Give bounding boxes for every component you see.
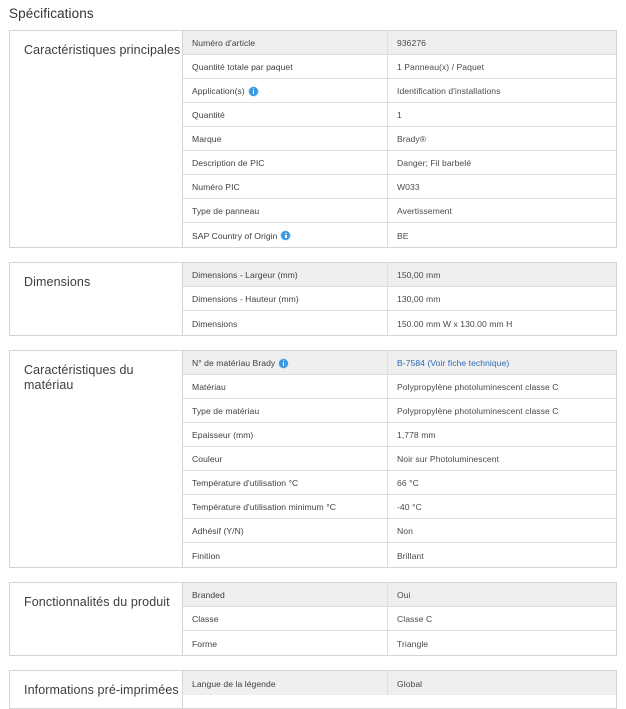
row-label-text: Classe xyxy=(192,614,219,624)
table-row xyxy=(183,151,616,175)
table-row xyxy=(183,199,616,223)
row-value: W033 xyxy=(397,182,420,192)
row-label-text: Couleur xyxy=(192,454,223,464)
row-label-text: Forme xyxy=(192,638,218,649)
row-label xyxy=(183,79,388,102)
info-icon[interactable] xyxy=(249,87,258,96)
table-row xyxy=(183,287,616,311)
section-title-cell xyxy=(10,671,183,708)
row-label xyxy=(183,375,388,398)
row-label-text: Type de panneau xyxy=(192,206,260,216)
table-row xyxy=(183,351,616,375)
table-row xyxy=(183,543,616,567)
row-label-text: Quantité totale par paquet xyxy=(192,62,293,72)
section-title: Caractéristiques du matériau xyxy=(24,363,134,392)
spec-section xyxy=(9,30,617,248)
row-value: 1,778 mm xyxy=(397,430,436,440)
row-label-text: Finition xyxy=(192,550,221,561)
row-label xyxy=(183,151,388,174)
section-title-cell xyxy=(10,583,183,655)
row-value: BE xyxy=(397,230,409,241)
table-row xyxy=(183,127,616,151)
row-label xyxy=(183,127,388,150)
section-title: Dimensions xyxy=(24,275,91,289)
section-title: Caractéristiques principales xyxy=(24,43,181,57)
page-title: Spécifications xyxy=(9,6,94,21)
row-label xyxy=(183,495,388,518)
table-row xyxy=(183,263,616,287)
row-label xyxy=(183,423,388,446)
section-rows xyxy=(183,351,616,567)
row-label-text: SAP Country of Origin xyxy=(192,230,278,241)
table-row xyxy=(183,607,616,631)
table-row xyxy=(183,175,616,199)
row-value: Brady® xyxy=(397,134,427,144)
table-row xyxy=(183,519,616,543)
table-row xyxy=(183,375,616,399)
section-rows xyxy=(183,31,616,247)
section-title: Informations pré-imprimées xyxy=(24,683,179,697)
spec-section xyxy=(9,670,617,709)
row-value: Polypropylène photoluminescent classe C xyxy=(397,382,559,392)
row-value: 936276 xyxy=(397,38,426,48)
row-label-text: Adhésif (Y/N) xyxy=(192,526,244,536)
row-label xyxy=(183,287,388,310)
row-value: Non xyxy=(397,526,413,536)
table-row xyxy=(183,671,616,695)
table-row xyxy=(183,583,616,607)
spec-section xyxy=(9,350,617,568)
row-label xyxy=(183,519,388,542)
row-value: 66 °C xyxy=(397,478,419,488)
row-label-text: Epaisseur (mm) xyxy=(192,430,254,440)
specifications-list xyxy=(0,30,626,709)
row-value: Polypropylène photoluminescent classe C xyxy=(397,406,559,416)
table-row xyxy=(183,447,616,471)
row-value: Brillant xyxy=(397,550,424,561)
section-title-cell xyxy=(10,263,183,335)
row-value: Triangle xyxy=(397,638,429,649)
row-label-text: Dimensions - Hauteur (mm) xyxy=(192,294,299,304)
row-label-text: Numéro PIC xyxy=(192,182,240,192)
row-label-text: N° de matériau Brady xyxy=(192,358,276,368)
section-rows xyxy=(183,671,616,708)
row-label xyxy=(183,447,388,470)
row-value: 1 Panneau(x) / Paquet xyxy=(397,62,485,72)
row-label-text: Numéro d'article xyxy=(192,38,256,48)
row-label-text: Application(s) xyxy=(192,86,245,96)
row-label xyxy=(183,471,388,494)
table-row xyxy=(183,103,616,127)
row-value: Global xyxy=(397,678,423,689)
row-label-text: Matériau xyxy=(192,382,226,392)
table-row xyxy=(183,79,616,103)
row-value: -40 °C xyxy=(397,502,422,512)
row-label-text: Dimensions xyxy=(192,318,238,329)
row-value: Oui xyxy=(397,590,411,600)
section-rows xyxy=(183,263,616,335)
row-label-text: Type de matériau xyxy=(192,406,260,416)
row-label-text: Température d'utilisation minimum °C xyxy=(192,502,336,512)
row-label xyxy=(183,631,388,655)
row-label xyxy=(183,543,388,567)
row-label xyxy=(183,199,388,222)
table-row xyxy=(183,223,616,247)
info-icon[interactable] xyxy=(281,231,290,240)
row-label-text: Marque xyxy=(192,134,222,144)
row-label xyxy=(183,223,388,247)
row-label-text: Quantité xyxy=(192,110,225,120)
row-value: 150,00 mm xyxy=(397,270,441,280)
row-value: 150.00 mm W x 130.00 mm H xyxy=(397,318,513,329)
info-icon[interactable] xyxy=(279,359,288,368)
row-label xyxy=(183,399,388,422)
table-row xyxy=(183,423,616,447)
row-label xyxy=(183,607,388,630)
spec-section xyxy=(9,582,617,656)
section-rows xyxy=(183,583,616,655)
row-value-link[interactable]: B-7584 (Voir fiche technique) xyxy=(397,358,510,368)
row-label-text: Description de PIC xyxy=(192,158,265,168)
row-label xyxy=(183,351,388,374)
row-label-text: Température d'utilisation °C xyxy=(192,478,299,488)
row-label xyxy=(183,31,388,54)
table-row xyxy=(183,471,616,495)
row-label xyxy=(183,311,388,335)
section-title: Fonctionnalités du produit xyxy=(24,595,170,609)
row-label-text: Langue de la légende xyxy=(192,678,276,689)
table-row xyxy=(183,495,616,519)
table-row xyxy=(183,55,616,79)
section-title-cell xyxy=(10,351,183,567)
row-value: Danger; Fil barbelé xyxy=(397,158,472,168)
row-label-text: Dimensions - Largeur (mm) xyxy=(192,270,298,280)
table-row xyxy=(183,31,616,55)
row-label xyxy=(183,263,388,286)
row-label xyxy=(183,583,388,606)
table-row xyxy=(183,631,616,655)
spec-section xyxy=(9,262,617,336)
table-row xyxy=(183,399,616,423)
row-label xyxy=(183,103,388,126)
row-value: 130,00 mm xyxy=(397,294,441,304)
row-value: 1 xyxy=(397,110,402,120)
table-row xyxy=(183,311,616,335)
row-label xyxy=(183,175,388,198)
row-label xyxy=(183,671,388,695)
row-label-text: Branded xyxy=(192,590,225,600)
row-value: Noir sur Photoluminescent xyxy=(397,454,500,464)
section-title-cell xyxy=(10,31,183,247)
row-value: Classe C xyxy=(397,614,433,624)
row-value: Avertissement xyxy=(397,206,452,216)
row-value: Identification d'installations xyxy=(397,86,501,96)
row-label xyxy=(183,55,388,78)
